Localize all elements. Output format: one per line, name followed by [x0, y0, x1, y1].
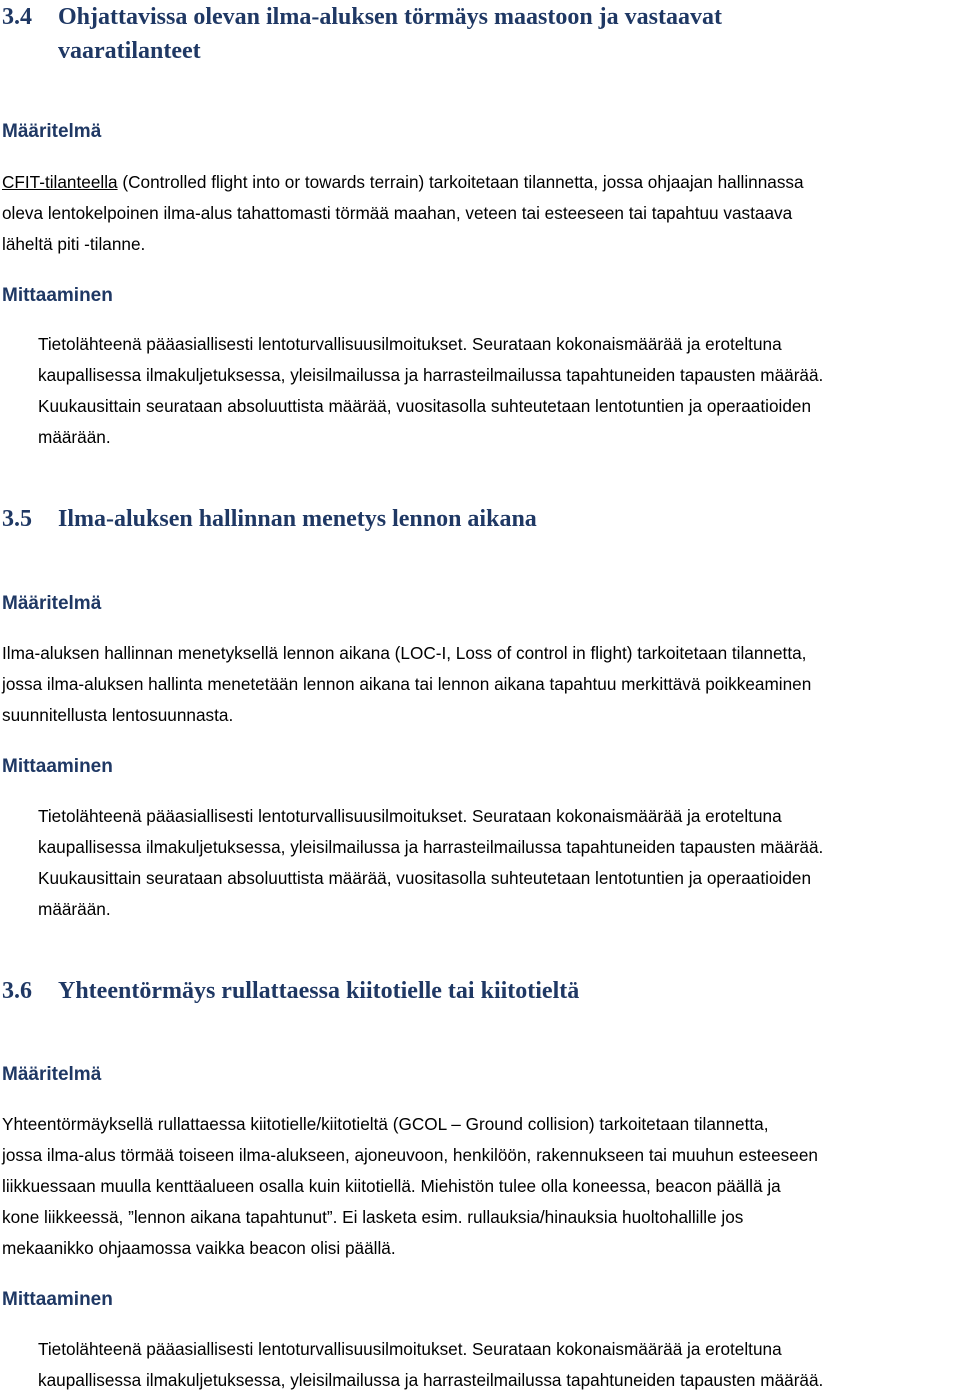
- measurement-label: Mittaaminen: [2, 285, 113, 306]
- section-title: Ilma-aluksen hallinnan menetys lennon aikana: [58, 506, 537, 532]
- section-title: Yhteentörmäys rullattaessa kiitotielle tai kiitotieltä: [58, 978, 580, 1004]
- definition-text: Yhteentörmäyksellä rullattaessa kiitotielle/kiitotieltä (GCOL – Ground collision) tarkoitetaan tilannetta, jossa ilma-alus törmää toiseen ilma-alukseen, ajoneuvoon, henkilöön, rakennukseen tai muuhun esteeseen liikkuessaan muulla kenttäalueen osalla kuin kiitotiellä. Miehistön tulee olla koneessa, beacon päällä ja kone liikkeessä, ”lennon aikana tapahtunut”. Ei lasketa esim. rullauksia/hinauksia huoltohallille jos mekaanikko ohjaamossa vaikka beacon olisi päällä.: [2, 1114, 818, 1258]
- section-title-line2: vaaratilanteet: [58, 38, 201, 64]
- measurement-label: Mittaaminen: [2, 1289, 113, 1310]
- measurement-text: Tietolähteenä pääasiallisesti lentoturvallisuusilmoitukset. Seurataan kokonaismäärää ja eroteltuna kaupallisessa ilmakuljetuksessa, yleisilmailussa ja harrasteilmailussa tapahtuneiden tapausten määrää. Kuukausittain seurataan absoluuttista määrää, vuositasolla suhteutetaan lentotuntien ja operaatioiden määrään.: [38, 806, 824, 919]
- definition-text: Ilma-aluksen hallinnan menetyksellä lennon aikana (LOC-I, Loss of control in flight) tarkoitetaan tilannetta, jossa ilma-aluksen hallinta menetetään lennon aikana tai lennon aikana tapahtuu merkittävä poikkeaminen suunnitellusta lentosuunnasta.: [2, 643, 812, 725]
- section-heading-3-4: [2, 0, 952, 68]
- section-title-line1: Ohjattavissa olevan ilma-aluksen törmäys maastoon ja vastaavat: [58, 4, 722, 30]
- section-heading-3-6: [2, 974, 952, 1008]
- measurement-label: Mittaaminen: [2, 756, 113, 777]
- definition-label: Määritelmä: [2, 121, 102, 142]
- definition-text: CFIT-tilanteella (Controlled flight into or towards terrain) tarkoitetaan tilannetta, jossa ohjaajan hallinnassa oleva lentokelpoinen ilma-alus tahattomasti törmää maahan, veteen tai esteeseen tai tapahtuu vastaava läheltä piti -tilanne.: [2, 172, 804, 254]
- definition-label: Määritelmä: [2, 593, 102, 614]
- section-number: 3.5: [2, 506, 32, 532]
- cfit-term: CFIT-tilanteella: [2, 172, 118, 192]
- measurement-text: Tietolähteenä pääasiallisesti lentoturvallisuusilmoitukset. Seurataan kokonaismäärää ja eroteltuna kaupallisessa ilmakuljetuksessa, yleisilmailussa ja harrasteilmailussa tapahtuneiden tapausten määrää.: [38, 1339, 824, 1390]
- section-number: 3.4: [2, 4, 32, 30]
- definition-label: Määritelmä: [2, 1064, 102, 1085]
- section-heading-3-5: [2, 502, 952, 536]
- measurement-text: Tietolähteenä pääasiallisesti lentoturvallisuusilmoitukset. Seurataan kokonaismäärää ja eroteltuna kaupallisessa ilmakuljetuksessa, yleisilmailussa ja harrasteilmailussa tapahtuneiden tapausten määrää. Kuukausittain seurataan absoluuttista määrää, vuositasolla suhteutetaan lentotuntien ja operaatioiden määrään.: [38, 334, 824, 447]
- section-number: 3.6: [2, 978, 32, 1004]
